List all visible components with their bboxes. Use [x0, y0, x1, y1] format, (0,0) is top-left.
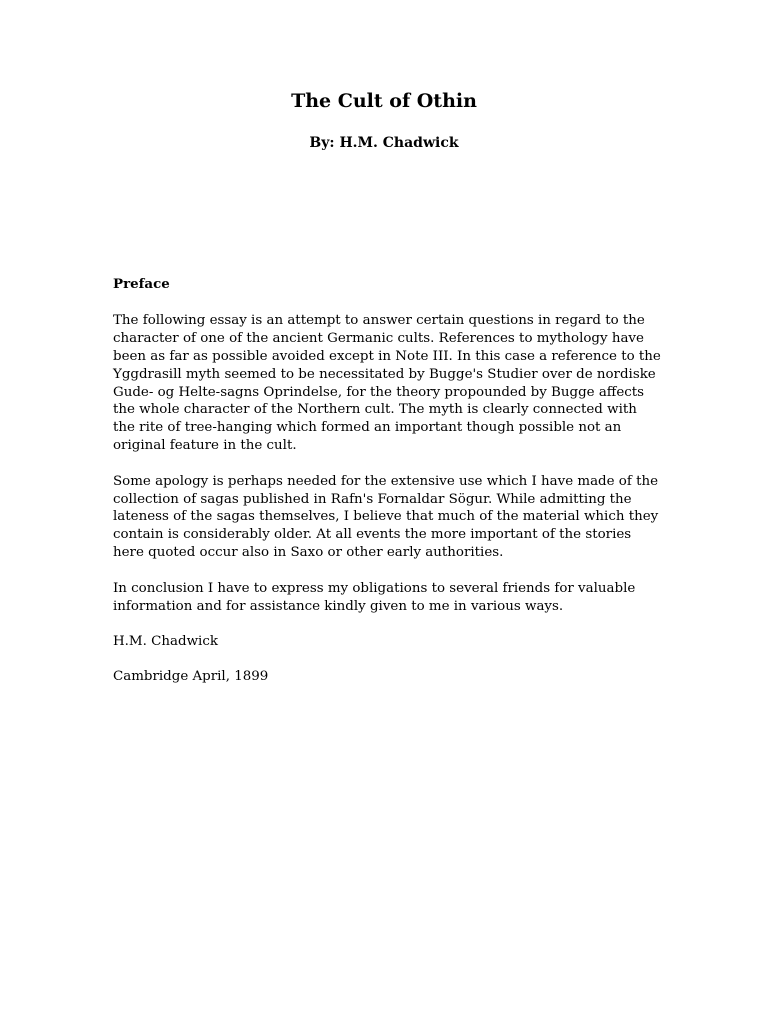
place-date: Cambridge April, 1899: [113, 669, 269, 685]
byline: [0, 135, 768, 151]
document-title: The Cult of Othin: [291, 90, 477, 112]
preface-paragraph-1: The following essay is an attempt to answer certain questions in regard to the character of one of the ancient Germanic cults. References to mythology have been as far as possible avoided except in Note III. In this case a reference to the Yggdrasill myth seemed to be necessitated by Bugge's Studier over de nordiske Gude- og Helte-sagns Oprindelse, for the theory propounded by Bugge affects the whole character of the Northern cult. The myth is clearly connected with the rite of tree-hanging which formed an important though possible not an original feature in the cult.: [113, 312, 661, 454]
signature: H.M. Chadwick: [113, 634, 218, 649]
byline-label: By:: [309, 135, 335, 151]
preface-paragraph-2: Some apology is perhaps needed for the extensive use which I have made of the collection of sagas published in Rafn's Fornaldar Sögur. While admitting the lateness of the sagas themselves, I believe that much of the material which they contain is considerably older. At all events the more important of the stories here quoted occur also in Saxo or other early authorities.: [113, 473, 659, 561]
byline-author: H.M. Chadwick: [339, 135, 459, 151]
preface-section: [113, 276, 661, 704]
preface-paragraph-3: In conclusion I have to express my obligations to several friends for valuable information and for assistance kindly given to me in various ways.: [113, 580, 636, 614]
preface-heading: Preface: [113, 276, 170, 292]
